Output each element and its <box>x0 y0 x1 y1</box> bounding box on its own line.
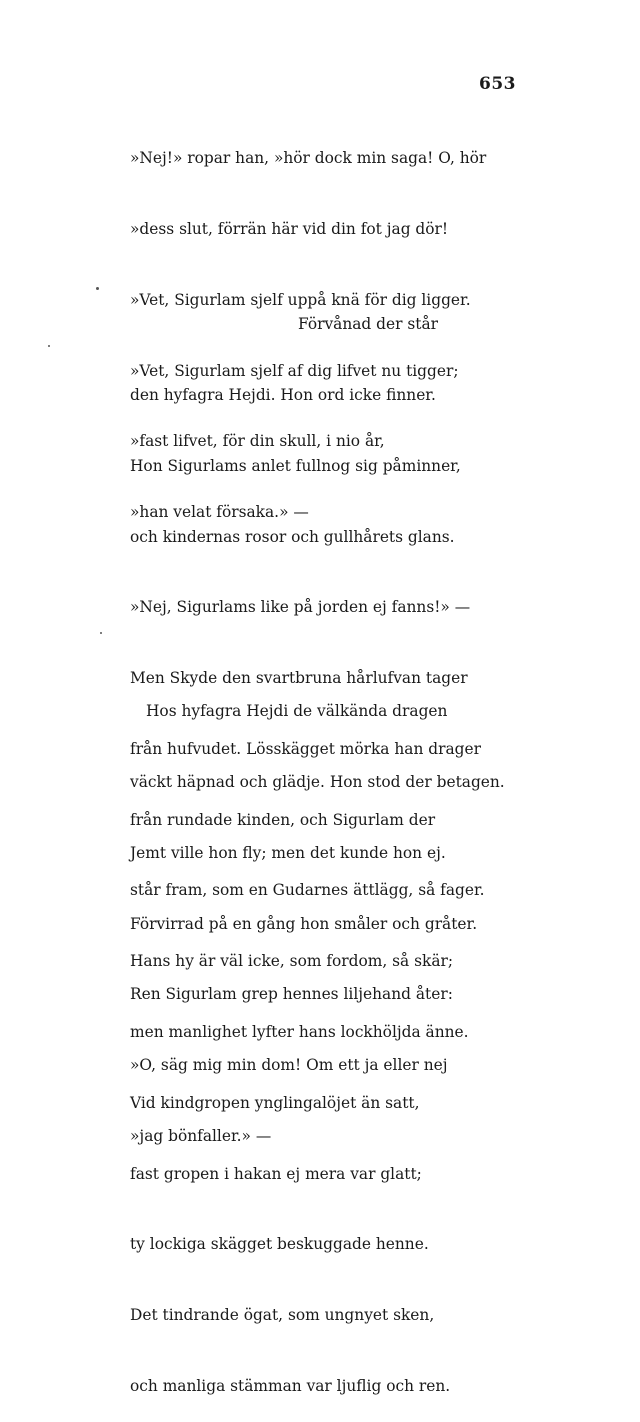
verse-line: »O, säg mig min dom! Om ett ja eller nej <box>130 1056 448 1075</box>
verse-line: »Vet, Sigurlam sjelf uppå knä för dig ligger. <box>130 290 471 309</box>
verse-line: Vid kindgropen ynglingalöjet än satt, <box>130 1093 420 1112</box>
verse-line: »han velat försaka.» — <box>130 503 309 522</box>
verse-line: står fram, som en Gudarnes ättlägg, så fager. <box>130 881 485 900</box>
verse-line: Jemt ville hon fly; men det kunde hon ej. <box>130 843 446 862</box>
verse-line: Hon Sigurlams anlet fullnog sig påminner, <box>130 456 461 475</box>
verse-line: Förvirrad på en gång hon småler och gråter. <box>130 914 478 933</box>
verse-line: »dess slut, förrän här vid din fot jag dör! <box>130 219 449 238</box>
stanza-3 <box>130 653 505 1172</box>
verse-line: Men Skyde den svartbruna hårlufvan tager <box>130 669 468 688</box>
verse-line: Ren Sigurlam grep hennes liljehand åter: <box>130 985 453 1004</box>
speck-mark <box>100 632 102 634</box>
verse-line: Hans hy är väl icke, som fordom, så skär; <box>130 952 454 971</box>
verse-line: och kindernas rosor och gullhårets glans. <box>130 527 455 546</box>
verse-line: »fast lifvet, för din skull, i nio år, <box>130 432 385 451</box>
verse-line: »Vet, Sigurlam sjelf af dig lifvet nu tigger; <box>130 361 459 380</box>
verse-line: fast gropen i hakan ej mera var glatt; <box>130 1164 422 1183</box>
speck-mark <box>48 345 50 347</box>
verse-line: från rundade kinden, och Sigurlam der <box>130 810 436 829</box>
page-number: 653 <box>479 74 516 94</box>
verse-line: »jag bönfaller.» — <box>130 1126 272 1145</box>
verse-line: väckt häpnad och glädje. Hon stod der betagen. <box>130 772 505 791</box>
verse-line: »Nej, Sigurlams like på jorden ej fanns!» — <box>130 598 471 617</box>
verse-line: den hyfagra Hejdi. Hon ord icke finner. <box>130 385 436 404</box>
verse-line: och manliga stämman var ljuflig och ren. <box>130 1376 451 1395</box>
verse-line: från hufvudet. Lösskägget mörka han drager <box>130 739 481 758</box>
speck-mark <box>96 287 99 290</box>
verse-line: ty lockiga skägget beskuggade henne. <box>130 1235 429 1254</box>
verse-line: »Nej!» ropar han, »hör dock min saga! O, hör <box>130 149 487 168</box>
verse-line-indented: Hos hyfagra Hejdi de välkända dragen <box>146 702 448 721</box>
verse-line: men manlighet lyfter hans lockhöljda änne. <box>130 1023 469 1041</box>
verse-line-indented: Förvånad der står <box>298 315 438 334</box>
verse-line: Det tindrande ögat, som ungnyet sken, <box>130 1306 435 1325</box>
